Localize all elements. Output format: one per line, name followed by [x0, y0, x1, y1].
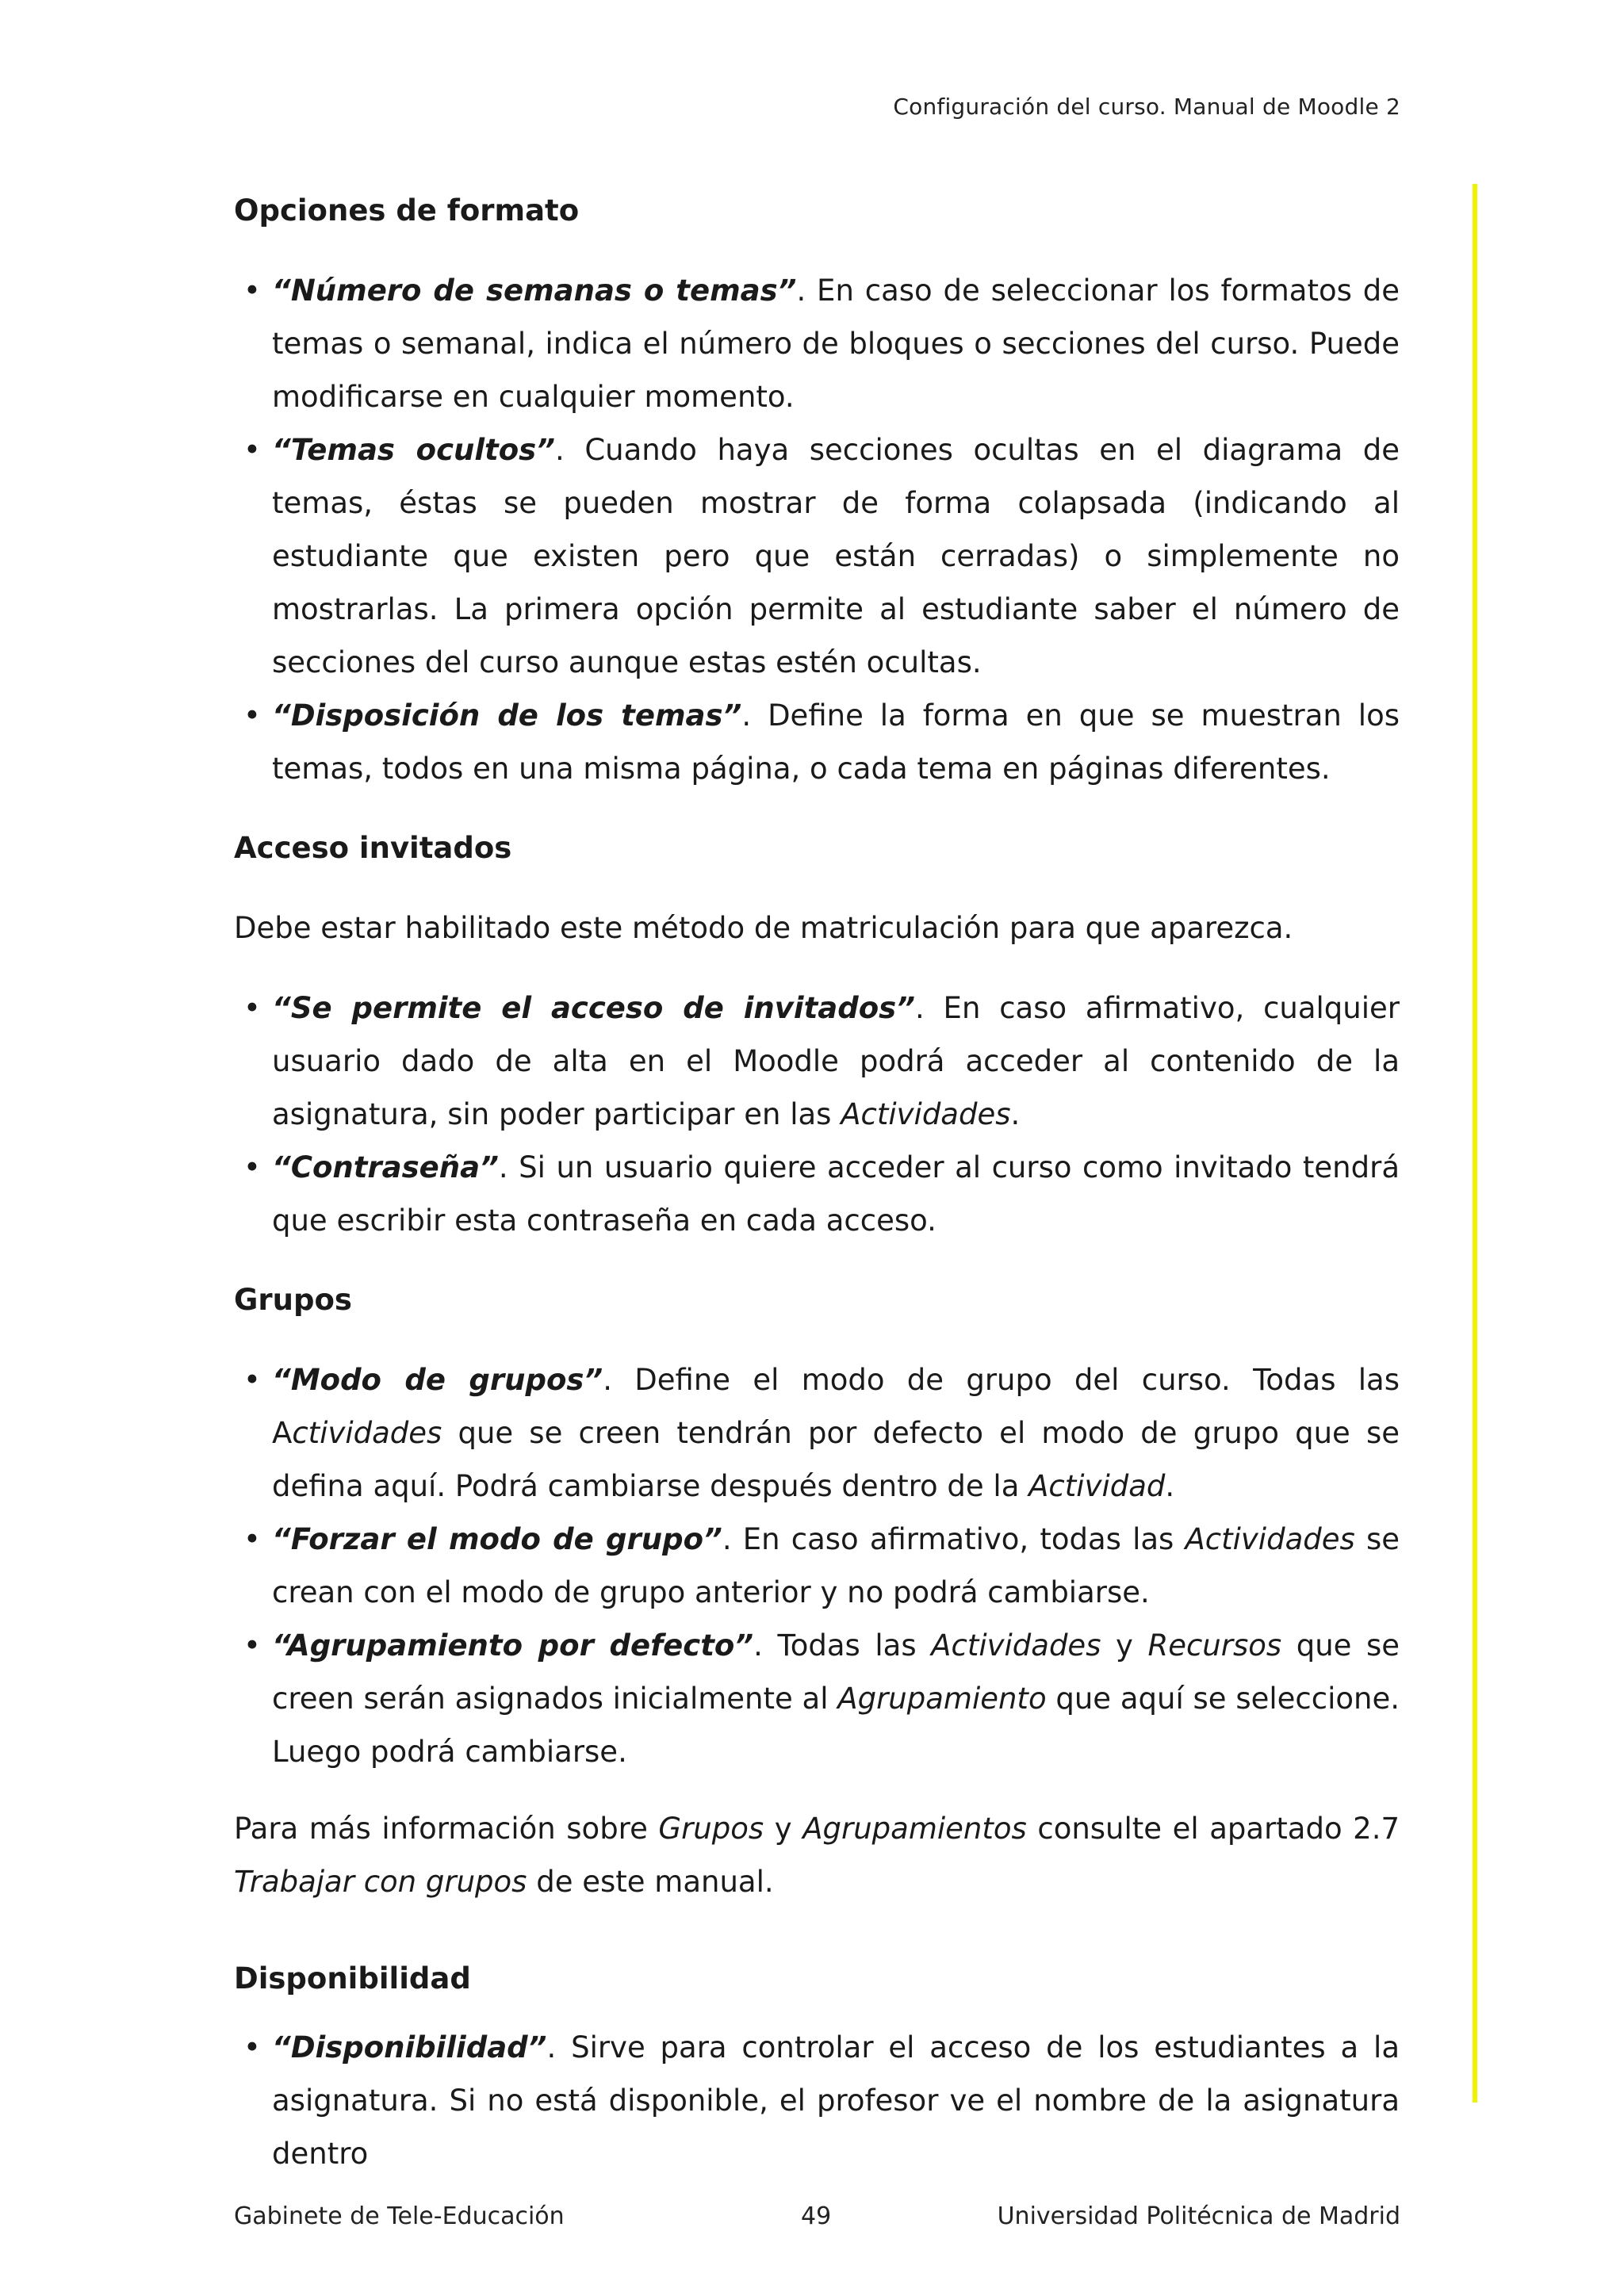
list-item: • “Se permite el acceso de invitados”. En caso afirmativo, cualquier usuario dado de alta en el Moodle podrá acceder al contenido de la asignatura, sin poder participar en las Actividades. [234, 982, 1400, 1141]
list-item: • “Número de semanas o temas”. En caso de seleccionar los formatos de temas o semanal, indica el número de bloques o secciones del curso. Puede modificarse en cualquier momento. [234, 264, 1400, 423]
running-header: Configuración del curso. Manual de Moodle 2 [893, 94, 1400, 120]
list-invitados [234, 982, 1400, 1247]
page-body [234, 184, 1400, 2180]
section-heading-disponibilidad: Disponibilidad [234, 1961, 471, 1996]
list-item: • “Forzar el modo de grupo”. En caso afirmativo, todas las Actividades se crean con el modo de grupo anterior y no podrá cambiarse. [234, 1513, 1400, 1619]
list-grupos [234, 1353, 1400, 1778]
section-heading-invitados: Acceso invitados [234, 831, 512, 865]
list-disponibilidad [234, 2021, 1400, 2180]
list-item: • “Agrupamiento por defecto”. Todas las Actividades y Recursos que se creen serán asignados inicialmente al Agrupamiento que aquí se seleccione. Luego podrá cambiarse. [234, 1619, 1400, 1778]
page-number: 49 [801, 2202, 832, 2230]
section-heading-formato: Opciones de formato [234, 193, 580, 228]
footer-left: Gabinete de Tele-Educación [234, 2202, 565, 2230]
list-item: • “Contraseña”. Si un usuario quiere acceder al curso como invitado tendrá que escribir esta contraseña en cada acceso. [234, 1141, 1400, 1247]
list-item: • “Disposición de los temas”. Define la forma en que se muestran los temas, todos en una misma página, o cada tema en páginas diferentes. [234, 689, 1400, 795]
footer-right: Universidad Politécnica de Madrid [997, 2202, 1400, 2230]
margin-change-bar [1473, 184, 1477, 2103]
list-item: • “Disponibilidad”. Sirve para controlar el acceso de los estudiantes a la asignatura. Si no está disponible, el profesor ve el nombre de la asignatura dentro [234, 2021, 1400, 2180]
paragraph-grupos-note: Para más información sobre Grupos y Agrupamientos consulte el apartado 2.7 Trabajar con grupos de este manual. [234, 1812, 1400, 1899]
list-formato [234, 264, 1400, 795]
list-item: • “Temas ocultos”. Cuando haya secciones ocultas en el diagrama de temas, éstas se pueden mostrar de forma colapsada (indicando al estudiante que existen pero que están cerradas) o simplemente no mostrarlas. La primera opción permite al estudiante saber el número de secciones del curso aunque estas estén ocultas. [234, 423, 1400, 689]
paragraph-invitados-intro: Debe estar habilitado este método de matriculación para que aparezca. [234, 911, 1293, 945]
section-heading-grupos: Grupos [234, 1283, 352, 1317]
list-item: • “Modo de grupos”. Define el modo de grupo del curso. Todas las Actividades que se creen tendrán por defecto el modo de grupo que se defina aquí. Podrá cambiarse después dentro de la Actividad. [234, 1353, 1400, 1513]
